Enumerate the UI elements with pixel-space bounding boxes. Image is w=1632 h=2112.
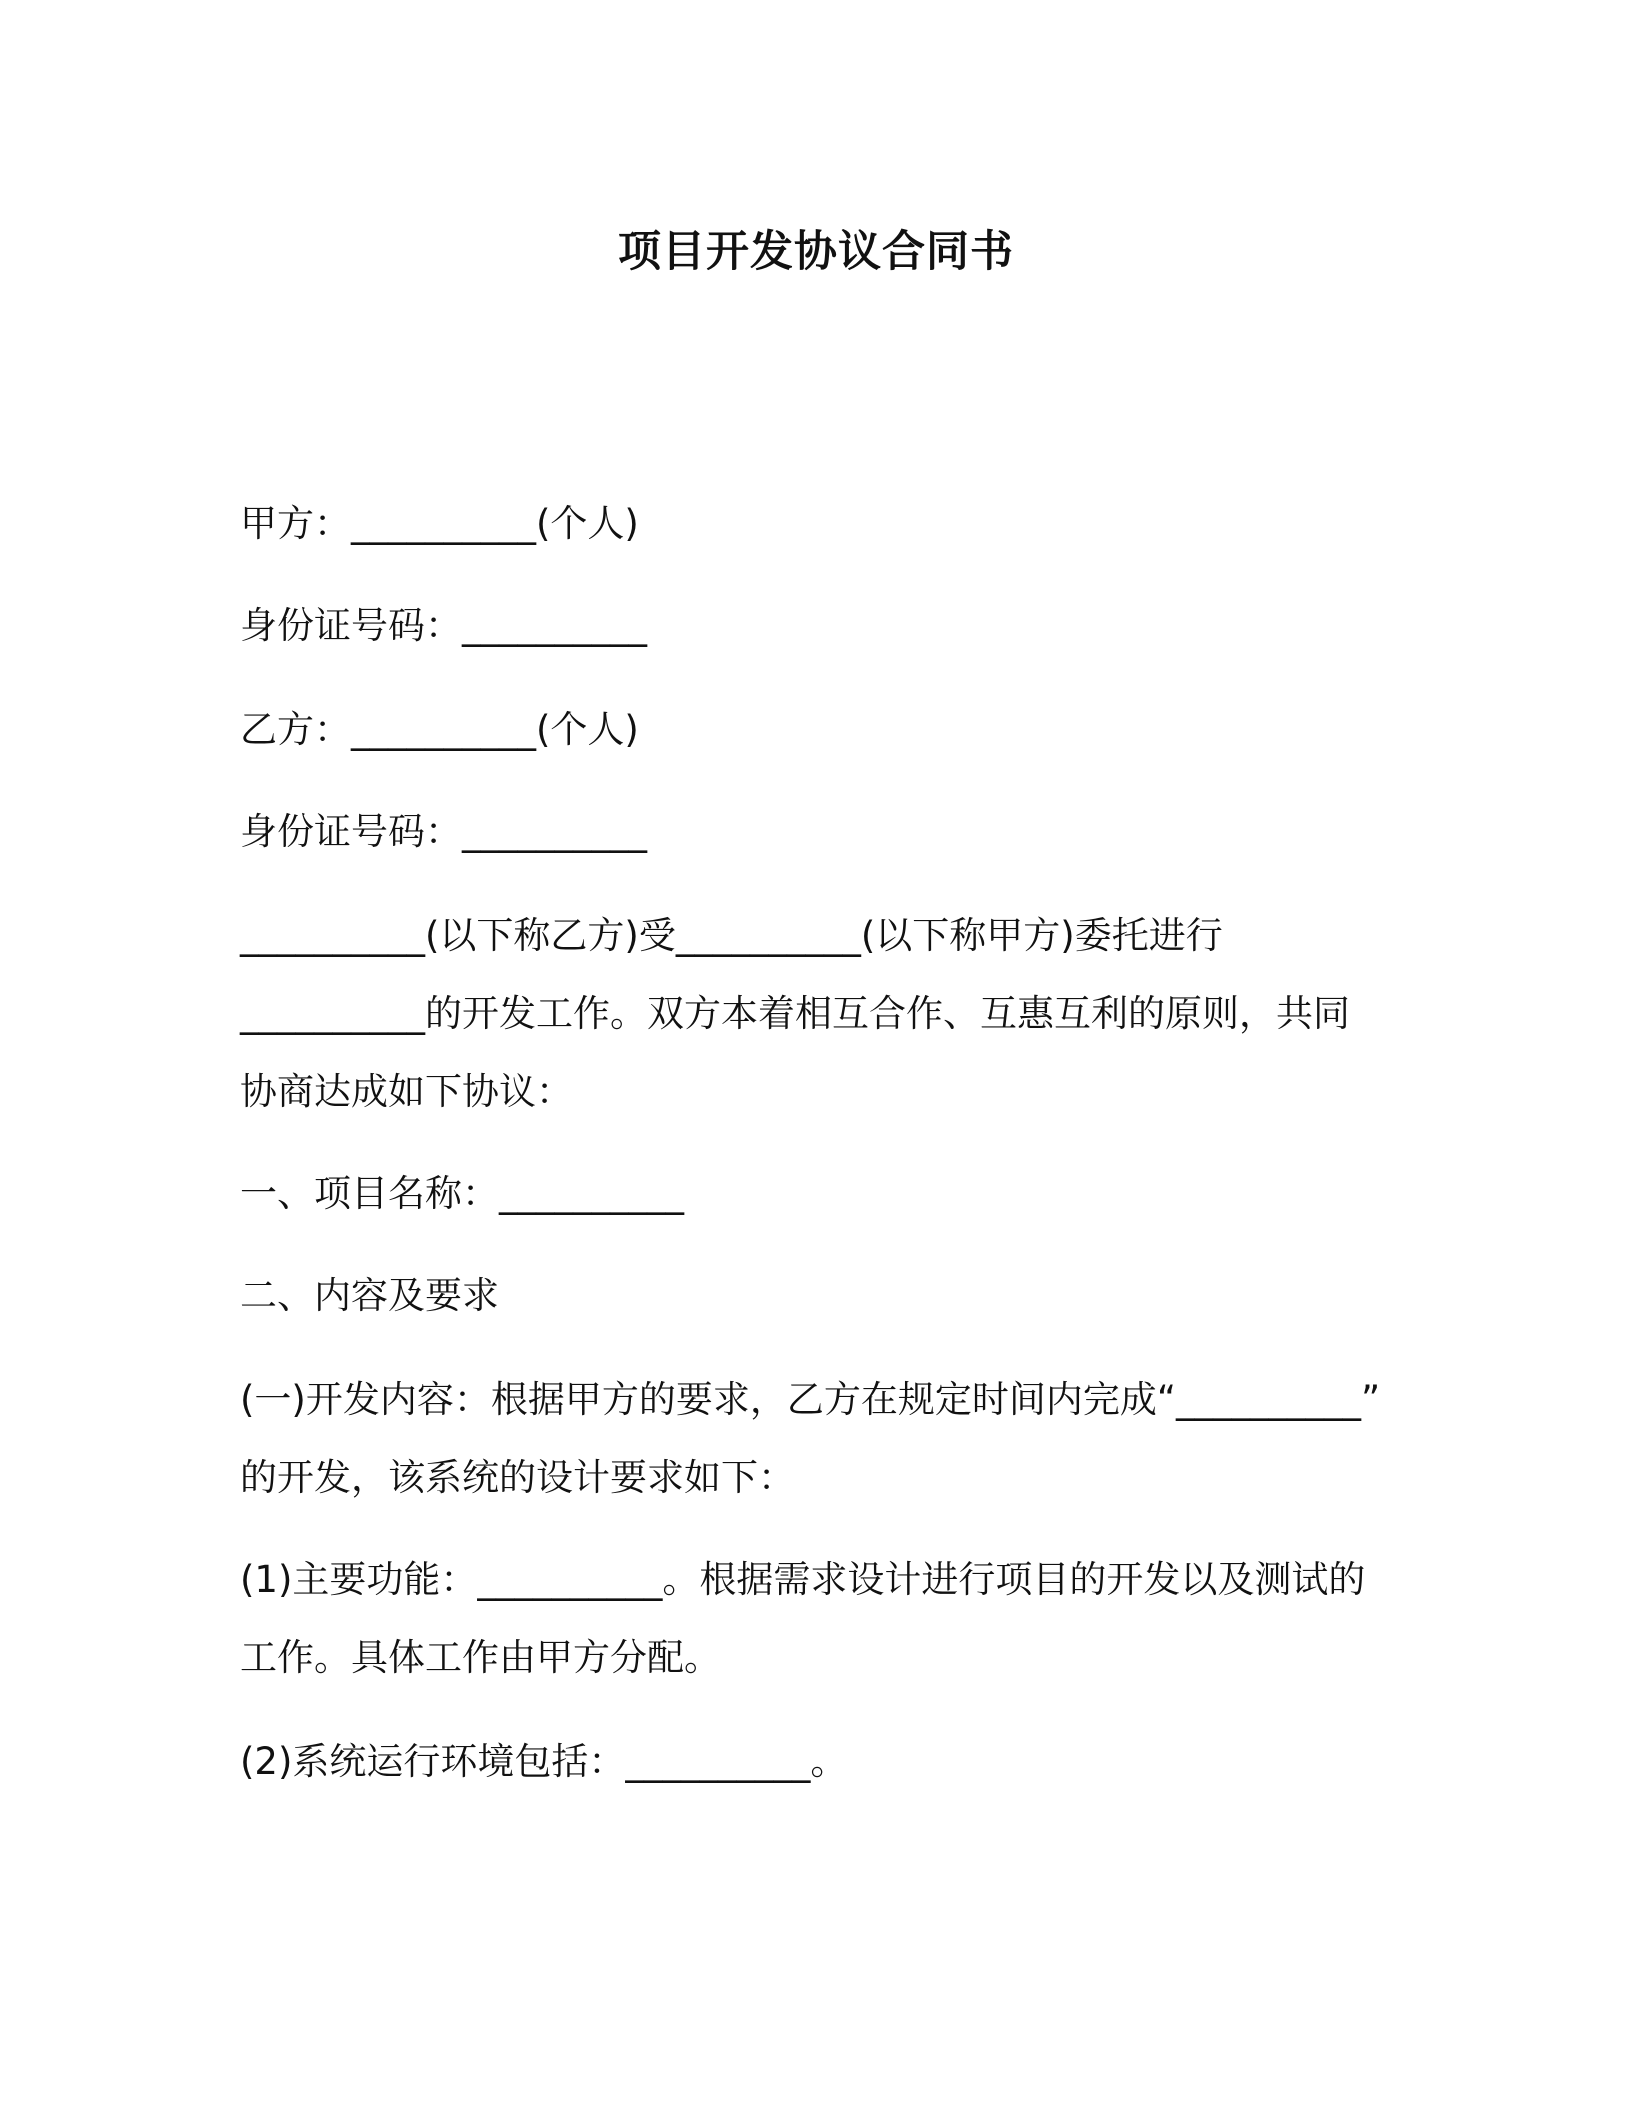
section-2-heading: 二、内容及要求 xyxy=(240,1274,499,1317)
party-b-line: 乙方：__________(个人) xyxy=(240,708,639,751)
document-title: 项目开发协议合同书 xyxy=(618,227,1014,277)
development-content-line-2: 的开发，该系统的设计要求如下： xyxy=(240,1456,795,1499)
runtime-environment-line: (2)系统运行环境包括：__________。 xyxy=(240,1740,848,1783)
main-function-line-1: (1)主要功能：__________。根据需求设计进行项目的开发以及测试的 xyxy=(240,1558,1366,1601)
intro-paragraph-line-2: __________的开发工作。双方本着相互合作、互惠互利的原则，共同 xyxy=(240,992,1350,1035)
main-function-line-2: 工作。具体工作由甲方分配。 xyxy=(240,1636,721,1679)
intro-paragraph-line-1: __________(以下称乙方)受__________(以下称甲方)委托进行 xyxy=(240,914,1223,957)
party-a-line: 甲方：__________(个人) xyxy=(240,502,639,545)
party-b-id-line: 身份证号码：__________ xyxy=(240,810,647,853)
section-1-heading: 一、项目名称：__________ xyxy=(240,1172,684,1215)
development-content-line-1: (一)开发内容：根据甲方的要求，乙方在规定时间内完成“__________” xyxy=(240,1378,1381,1421)
party-a-id-line: 身份证号码：__________ xyxy=(240,604,647,647)
intro-paragraph-line-3: 协商达成如下协议： xyxy=(240,1070,573,1113)
